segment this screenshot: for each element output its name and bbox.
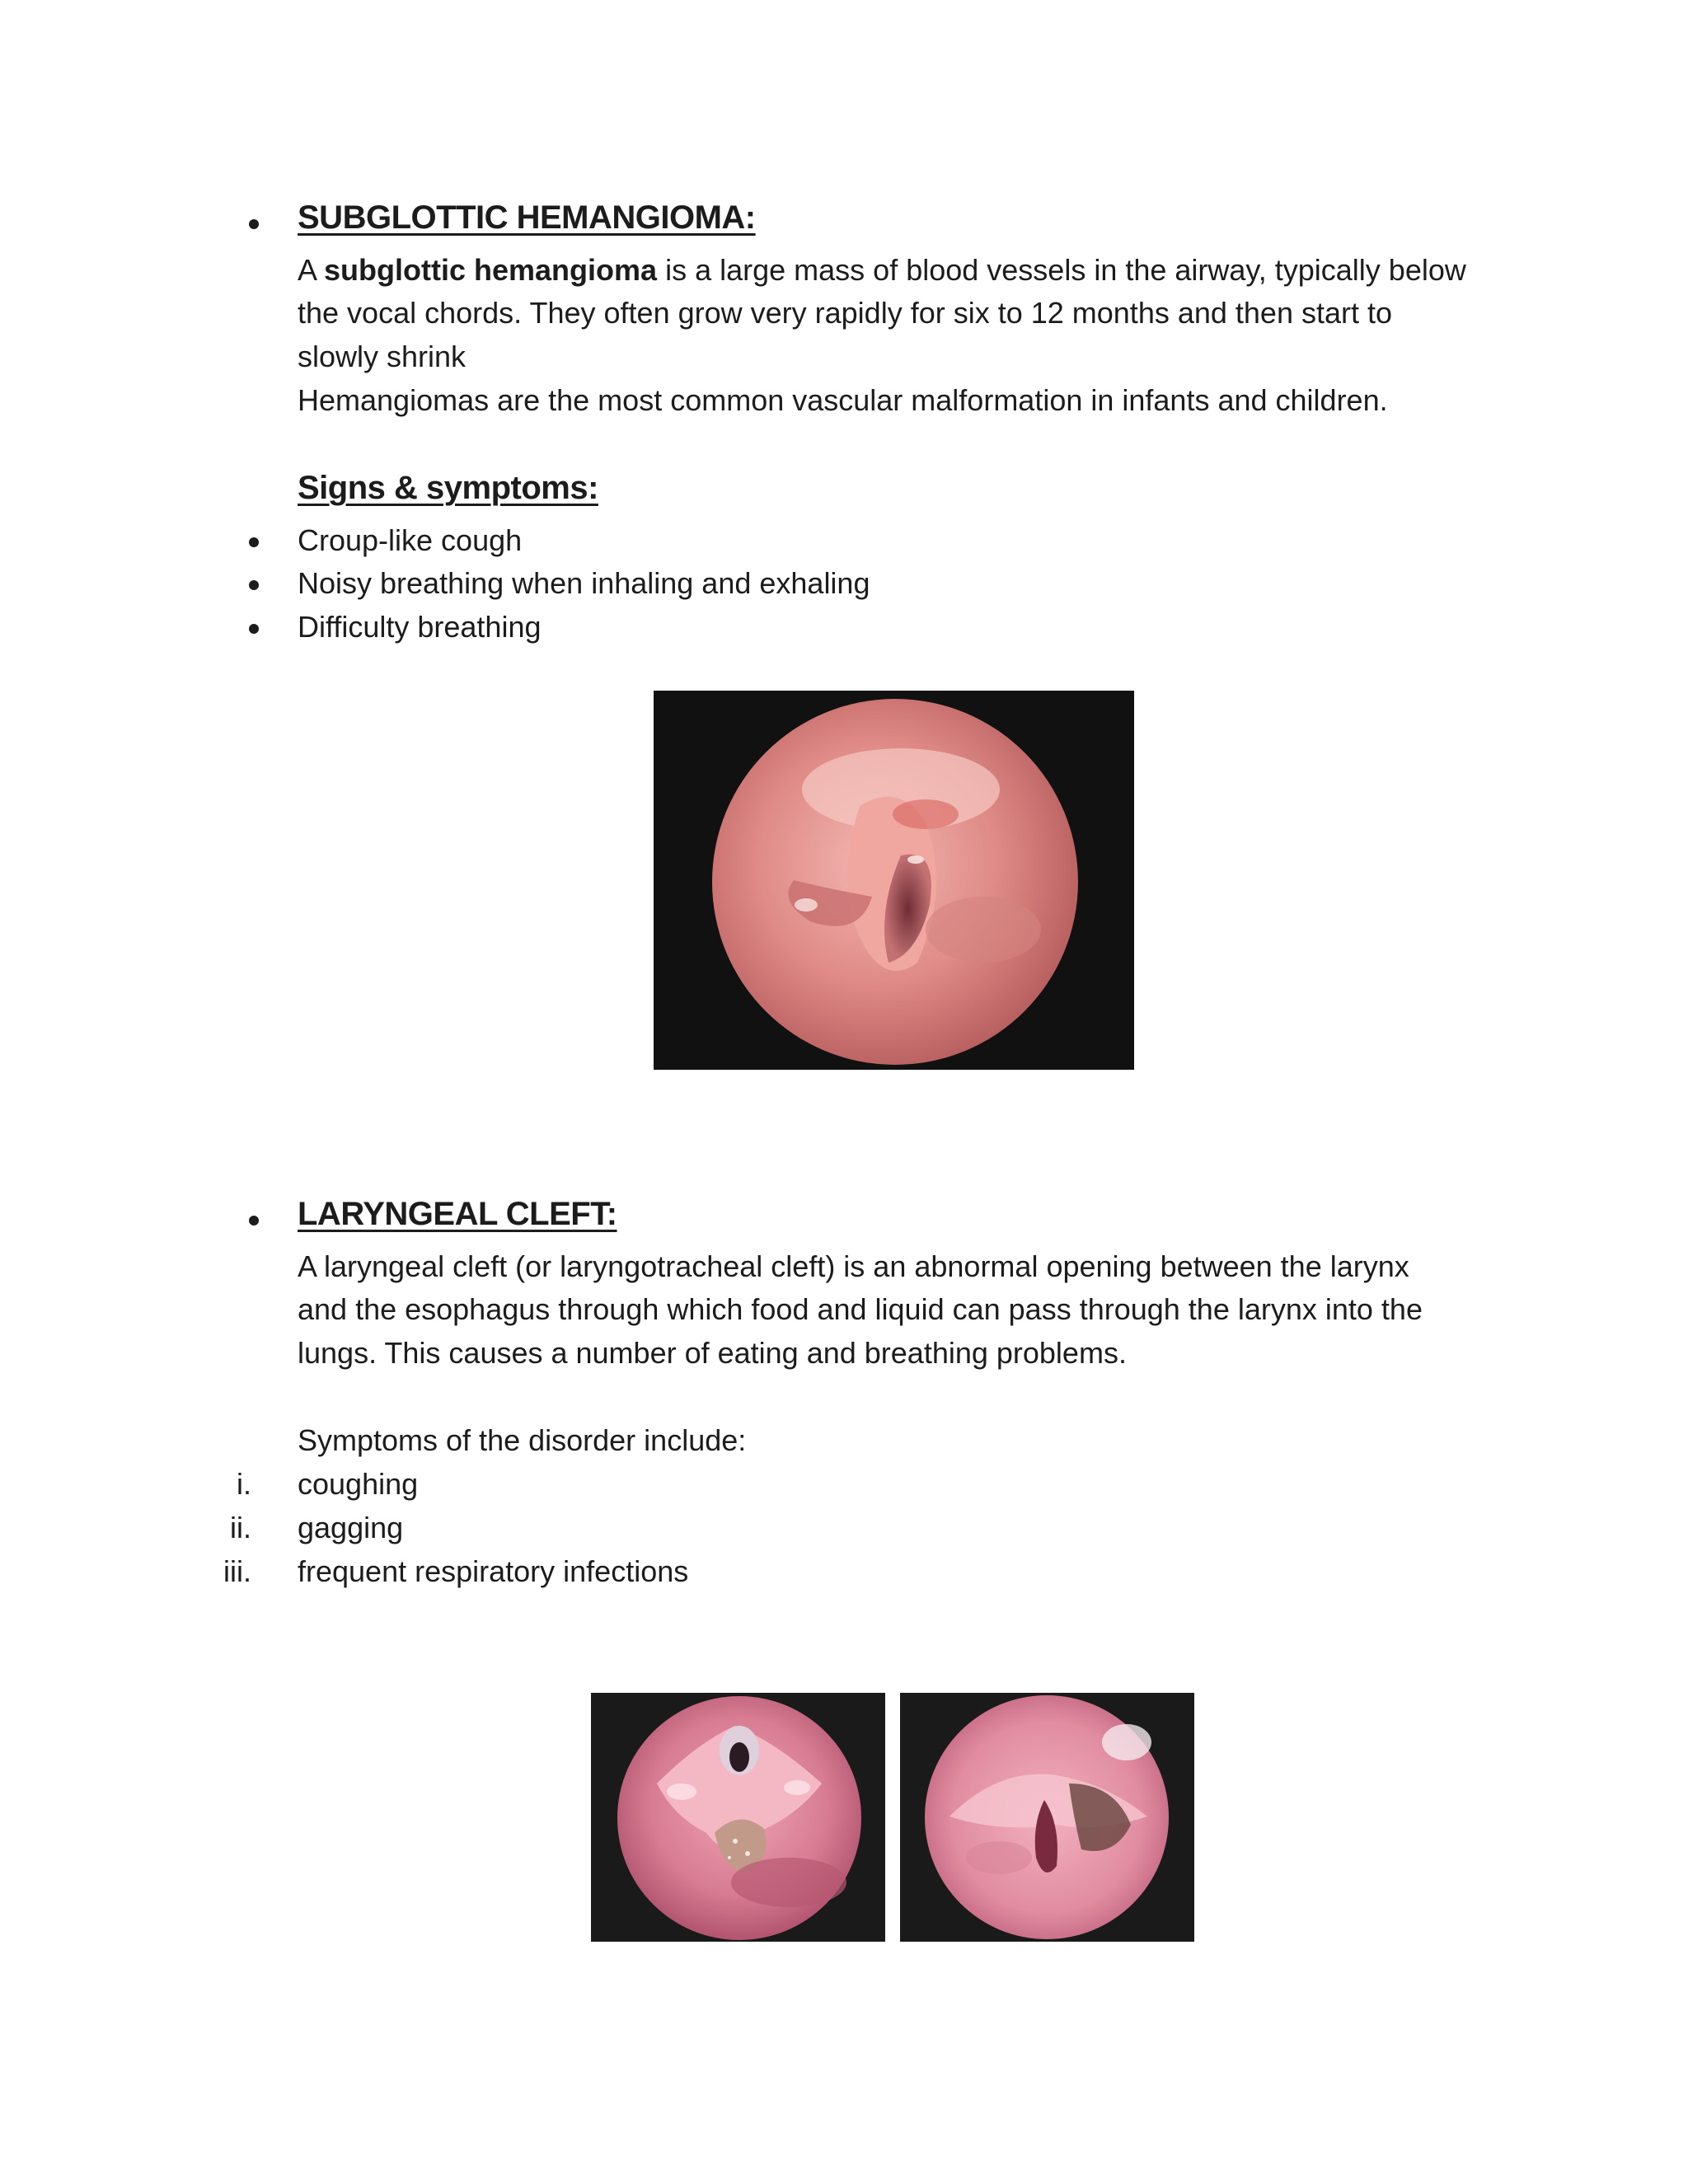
paragraph-line: and the esophagus through which food and liquid can pass through the larynx into the [298,1292,1423,1326]
paragraph-line: A laryngeal cleft (or laryngotracheal cleft) is an abnormal opening between the larynx [298,1249,1409,1283]
bullet [249,219,259,229]
signs-symptoms-heading: Signs & symptoms: [298,470,598,506]
paragraph-line [298,252,1466,288]
endoscopy-image-laryngeal-cleft-right-drawing [900,1693,1194,1942]
bold-term: subglottic hemangioma [324,253,658,287]
endoscopy-image-laryngeal-cleft-left-drawing [591,1693,885,1942]
paragraph-line: Hemangiomas are the most common vascular malformation in infants and children. [298,383,1388,417]
list-item: Noisy breathing when inhaling and exhaling [298,566,870,600]
list-item: Croup-like cough [298,523,523,557]
list-number: ii. [230,1511,251,1544]
paragraph-text: is a large mass of blood vessels in the airway, typically below [657,253,1466,287]
endoscopy-image-subglottic [654,691,1134,1070]
paragraph-line: lungs. This causes a number of eating and breathing problems. [298,1336,1127,1370]
paragraph-line: the vocal chords. They often grow very rapidly for six to 12 months and then start to [298,296,1393,330]
list-number: iii. [223,1554,251,1588]
endoscopy-image-laryngeal-cleft-left [591,1693,885,1942]
bullet [249,1216,259,1226]
list-item: coughing [298,1467,419,1501]
bullet [249,537,259,547]
paragraph-line: slowly shrink [298,340,467,373]
endoscopy-image-subglottic-drawing [654,691,1134,1070]
list-item: Difficulty breathing [298,610,542,644]
list-number: i. [237,1467,251,1501]
section-heading-subglottic-hemangioma: SUBGLOTTIC HEMANGIOMA: [298,199,756,236]
paragraph-text: A [298,253,325,287]
bullet [249,580,259,590]
section-heading-laryngeal-cleft: LARYNGEAL CLEFT: [298,1196,617,1232]
endoscopy-image-laryngeal-cleft-right [900,1693,1194,1942]
list-item: gagging [298,1511,404,1544]
list-item: frequent respiratory infections [298,1554,689,1588]
bullet [249,624,259,634]
symptoms-intro: Symptoms of the disorder include: [298,1423,747,1457]
